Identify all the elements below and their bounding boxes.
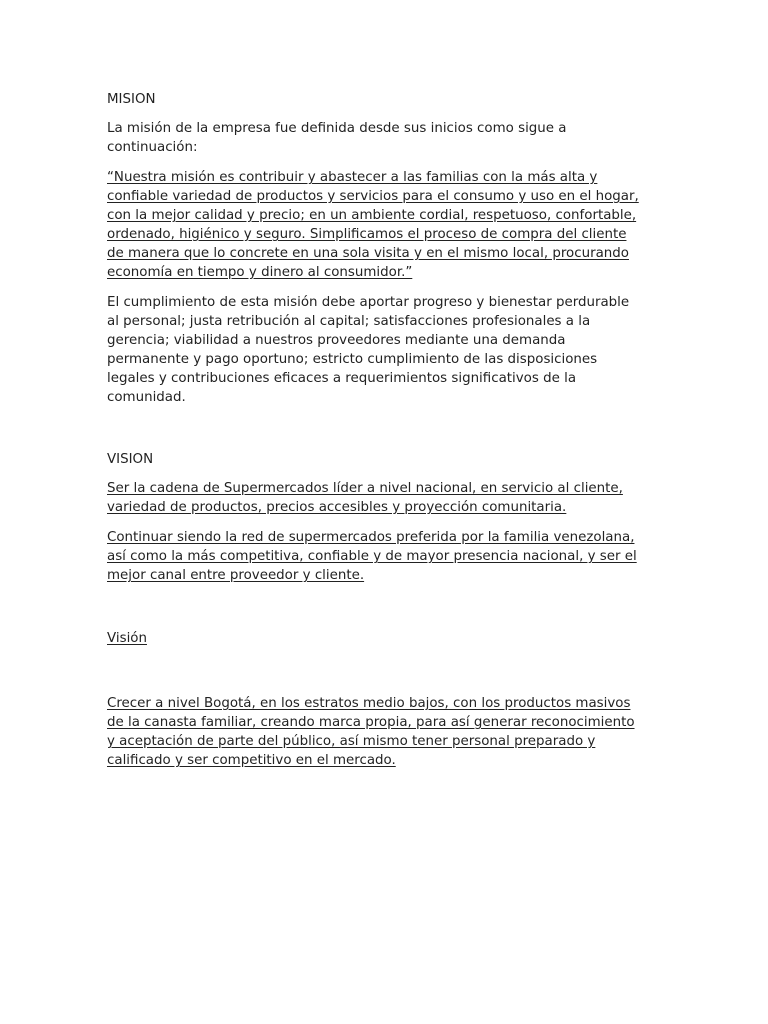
vision-2-paragraph: Crecer a nivel Bogotá, en los estratos medio bajos, con los productos masivos de la canasta familiar, creando marca propia, para así generar reconocimiento y aceptación de parte del público, así mismo tener personal preparado y calificado y ser competitivo en el mercado. [107,696,635,768]
vision-paragraph-1: Ser la cadena de Supermercados líder a nivel nacional, en servicio al cliente, variedad de productos, precios accesibles y proyección comunitaria. [107,481,623,515]
vision-2-heading: Visión [107,631,147,646]
mission-intro: La misión de la empresa fue definida desde sus inicios como sigue a continuación: [107,121,567,155]
mission-fulfillment: El cumplimiento de esta misión debe aportar progreso y bienestar perdurable al personal; justa retribución al capital; satisfacciones profesionales a la gerencia; viabilidad a nuestros proveedores mediante una demanda permanente y pago oportuno; estricto cumplimiento de las disposiciones legales y contribuciones eficaces a requerimientos significativos de la comunidad. [107,295,630,405]
document-page [107,90,667,770]
vision-heading: VISION [107,452,154,467]
mission-quote: “Nuestra misión es contribuir y abastecer a las familias con la más alta y confiable variedad de productos y servicios para el consumo y uso en el hogar, con la mejor calidad y precio; en un ambiente cordial, respetuoso, confortable, ordenado, higiénico y seguro. Simplificamos el proceso de compra del cliente de manera que lo concrete en una sola visita y en el mismo local, procurando economía en tiempo y dinero al consumidor.” [107,170,639,280]
vision-paragraph-2: Continuar siendo la red de supermercados preferida por la familia venezolana, así como la más competitiva, confiable y de mayor presencia nacional, y ser el mejor canal entre proveedor y cliente. [107,530,637,583]
mission-heading: MISION [107,92,156,107]
